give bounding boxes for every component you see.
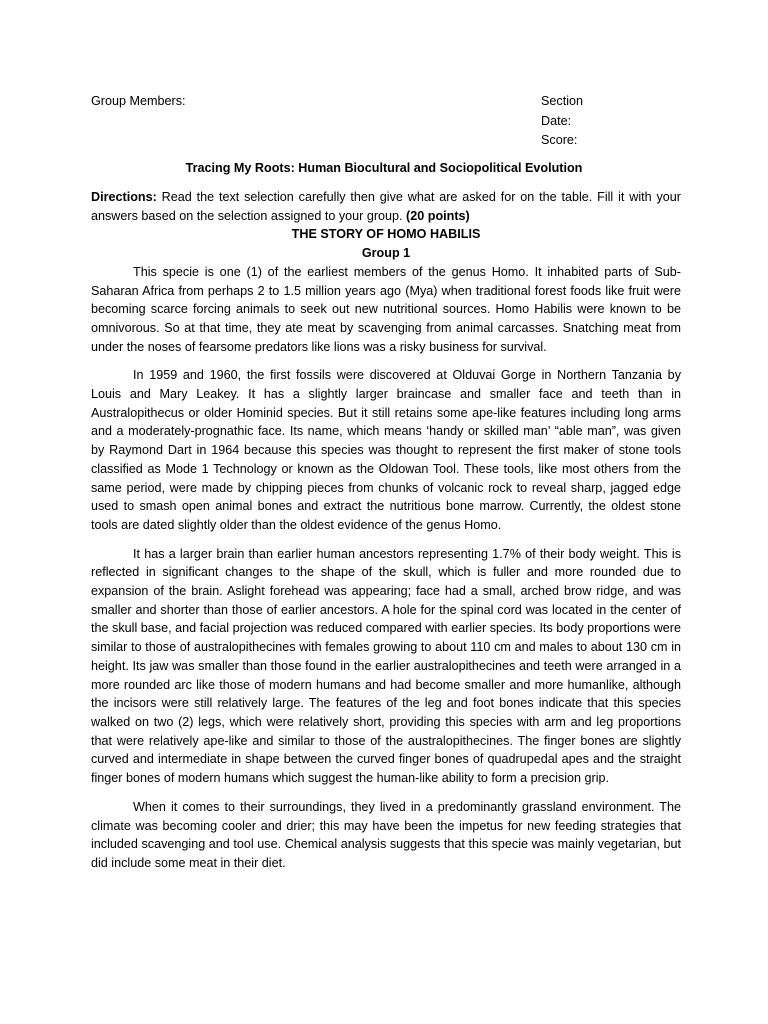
section-label: Section <box>541 94 584 108</box>
document-title: Tracing My Roots: Human Biocultural and Sociopolitical Evolution <box>185 161 583 175</box>
story-title: THE STORY OF HOMO HABILIS <box>291 227 481 242</box>
paragraph-2: In 1959 and 1960, the first fossils were discovered at Olduvai Gorge in Northern Tanzania by Louis and Mary Leakey. It has a slightly larger braincase and smaller face and teeth than in Australopithecus or older Hominid species. But it still retains some ape-like features including long arms and a moderately-prognathic face. Its name, which means ‘handy or skilled man’ “able man”, was given by Raymond Dart in 1964 because this species was thought to represent the first maker of stone tools classified as Mode 1 Technology or known as the Oldowan Tool. These tools, like most others from the same period, were made by chipping pieces from chunks of volcanic rock to reveal sharp, jagged edge used to smash open animal bones and extract the nutritious bone marrow. Currently, the oldest stone tools are dated slightly older than the oldest evidence of the genus Homo. <box>91 368 681 532</box>
directions-label: Directions: <box>91 190 157 204</box>
score-label: Score: <box>541 133 578 147</box>
group-members-label: Group Members: <box>91 94 186 108</box>
paragraph-4: When it comes to their surroundings, they lived in a predominantly grassland environment. The climate was becoming cooler and drier; this may have been the impetus for new feeding strategies that included scavenging and tool use. Chemical analysis suggests that this specie was mainly vegetarian, but did include some meat in their diet. <box>91 799 681 870</box>
paragraph-3: It has a larger brain than earlier human ancestors representing 1.7% of their body weight. This is reflected in significant changes to the shape of the skull, which is fuller and more rounded due to expansion of the brain. Aslight forehead was appearing; face had a small, arched brow ridge, and was smaller and shorter than those of earlier ancestors. A hole for the spinal cord was located in the center of the skull base, and facial projection was reduced compared with earlier species. Its body proportions were similar to those of australopithecines with females growing to about 110 cm and males to about 130 cm in height. Its jaw was smaller than those found in the earlier australopithecines and teeth were arranged in a more rounded arc like those of modern humans and had become smaller and more humanlike, although the incisors were still relatively large. The features of the leg and foot bones indicate that this species walked on two (2) legs, which were relatively short, providing this species with arm and leg proportions that were relatively ape-like and similar to those of the australopithecines. The finger bones are slightly curved and intermediate in shape between the curved finger bones of quadrupedal apes and the straight finger bones of modern humans which suggest the human-like ability to form a precision grip. <box>91 546 681 786</box>
paragraph-1: This specie is one (1) of the earliest members of the genus Homo. It inhabited parts of Sub-Saharan Africa from perhaps 2 to 1.5 million years ago (Mya) when traditional forest foods like fruit were becoming scarce forcing animals to seek out new nutritional sources. Homo Habilis were known to be omnivorous. So at that time, they ate meat by scavenging from animal carcasses. Snatching meat from under the noses of fearsome predators like lions was a risky business for survival. <box>91 264 681 354</box>
group-label: Group 1 <box>361 246 411 261</box>
group-members-block <box>91 92 185 111</box>
directions-paragraph <box>91 188 681 225</box>
document-body <box>91 188 681 883</box>
date-label: Date: <box>541 113 572 128</box>
section-info-block <box>541 92 583 151</box>
directions-points: (20 points) <box>406 208 470 223</box>
directions-text: Read the text selection carefully then give what are asked for on the table. Fill it with your answers based on the selection assigned to your group. <box>91 190 681 223</box>
